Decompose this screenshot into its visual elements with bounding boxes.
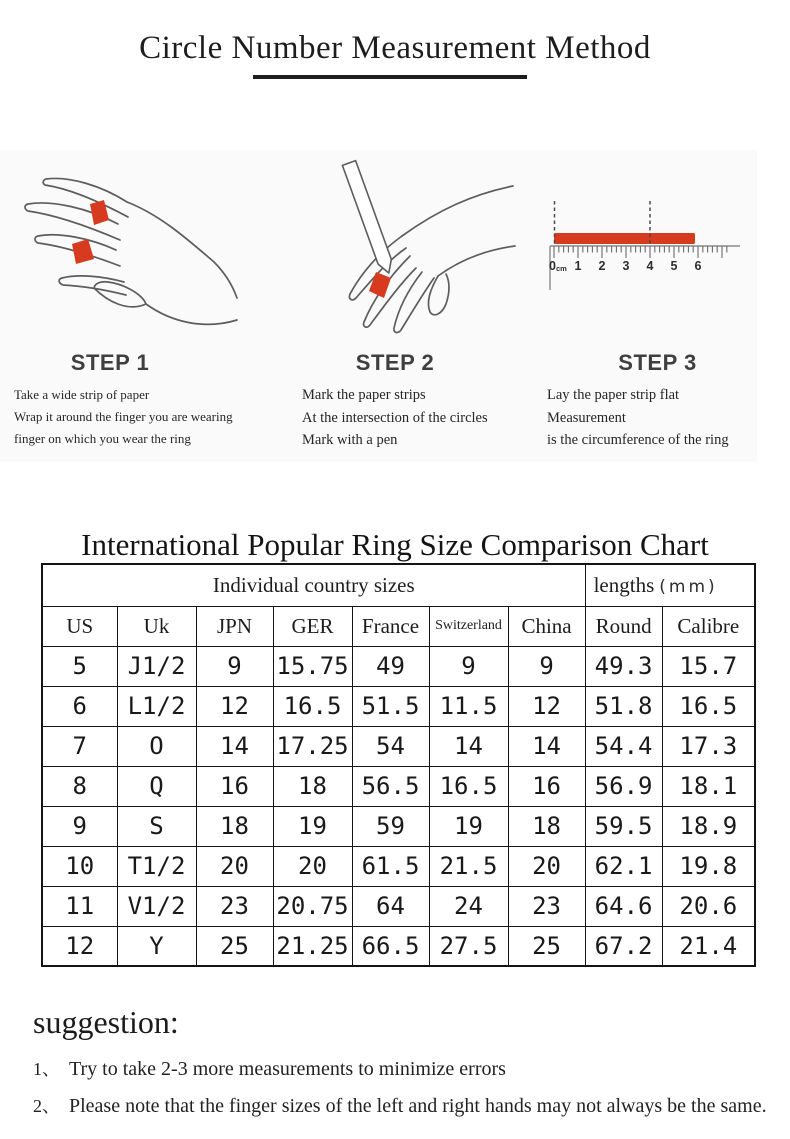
table-cell: 59 [352,806,429,846]
step-2-line-1: Mark the paper strips [302,387,426,403]
step-3-line-1: Lay the paper strip flat [547,387,680,403]
table-cell: Q [117,766,196,806]
table-cell: 66.5 [352,926,429,966]
table-cell: 20 [196,846,273,886]
table-cell: 16.5 [273,686,352,726]
title-underline [253,75,527,79]
table-cell: 18 [273,766,352,806]
table-cell: 23 [508,886,585,926]
ring-size-table [41,563,756,967]
table-cell: 12 [196,686,273,726]
step-3-description [547,384,782,452]
table-cell: T1/2 [117,846,196,886]
table-row [42,806,755,846]
table-cell: 6 [42,686,117,726]
ruler-ticks [554,246,727,258]
table-cell: 9 [196,646,273,686]
table-cell: 25 [508,926,585,966]
table-cell: O [117,726,196,766]
column-header-ger: GER [273,606,352,646]
step-2-line-3: Mark with a pen [302,432,398,448]
table-row [42,926,755,966]
column-header-calibre: Calibre [662,606,755,646]
step-3-line-2: Measurement [547,409,626,426]
step-1-description [14,384,264,450]
table-row [42,766,755,806]
svg-text:3: 3 [622,259,630,273]
table-cell: 54 [352,726,429,766]
ruler-icon [542,196,747,301]
table-cell: 18 [508,806,585,846]
table-cell: 21.25 [273,926,352,966]
table-cell: 9 [508,646,585,686]
lengths-unit: (mm) [659,576,718,597]
table-row [42,726,755,766]
table-row [42,646,755,686]
table-cell: 19.8 [662,846,755,886]
step-2-line-2: At the intersection of the circles [302,409,488,426]
table-cell: 9 [429,646,508,686]
table-cell: J1/2 [117,646,196,686]
table-cell: L1/2 [117,686,196,726]
column-header-china: China [508,606,585,646]
table-column-header-row [42,606,755,646]
table-cell: 18.9 [662,806,755,846]
table-cell: 8 [42,766,117,806]
table-cell: 17.25 [273,726,352,766]
table-cell: 15.75 [273,646,352,686]
table-cell: 27.5 [429,926,508,966]
svg-text:2: 2 [598,259,606,273]
table-cell: 24 [429,886,508,926]
page-title: Circle Number Measurement Method [139,30,651,66]
suggestion-item-2 [33,1092,778,1118]
table-cell: 49.3 [585,646,662,686]
svg-text:0cm: 0cm [549,259,567,273]
column-header-uk: Uk [117,606,196,646]
table-cell: 56.9 [585,766,662,806]
table-row [42,686,755,726]
svg-text:4: 4 [646,259,654,273]
table-cell: 21.5 [429,846,508,886]
table-cell: 12 [508,686,585,726]
step-1-line-2: Wrap it around the finger you are wearing [14,409,233,424]
suggestion-list [33,1055,778,1129]
group-header-lengths [585,564,755,606]
suggestion-item-text: Please note that the finger sizes of the left and right hands may not always be the same. [69,1095,767,1117]
table-cell: 18 [196,806,273,846]
table-cell: 61.5 [352,846,429,886]
svg-text:1: 1 [574,259,582,273]
column-header-round: Round [585,606,662,646]
table-cell: 16.5 [662,686,755,726]
step-1-line-3: finger on which you wear the ring [14,431,191,446]
table-cell: 9 [42,806,117,846]
table-cell: 19 [273,806,352,846]
table-cell: 49 [352,646,429,686]
table-cell: S [117,806,196,846]
lengths-label: lengths [593,572,655,597]
table-cell: 17.3 [662,726,755,766]
table-cell: 16 [508,766,585,806]
step-2-description [302,384,532,452]
table-cell: 64 [352,886,429,926]
suggestion-heading: suggestion: [33,1004,179,1040]
table-cell: 20 [273,846,352,886]
suggestion-item-number: 1、 [33,1059,60,1079]
svg-text:5: 5 [670,259,678,273]
table-cell: 14 [196,726,273,766]
table-cell: 20.6 [662,886,755,926]
hand-with-paper-strip-icon [6,162,244,344]
table-cell: 12 [42,926,117,966]
table-cell: V1/2 [117,886,196,926]
size-table-body [42,646,755,966]
column-header-switzerland: Switzerland [429,606,508,646]
table-row [42,886,755,926]
table-cell: 23 [196,886,273,926]
column-header-us: US [42,606,117,646]
table-cell: 11 [42,886,117,926]
table-cell: 14 [508,726,585,766]
table-cell: 18.1 [662,766,755,806]
table-cell: 20 [508,846,585,886]
table-cell: 67.2 [585,926,662,966]
step-2-label: STEP 2 [355,350,435,375]
table-cell: 10 [42,846,117,886]
table-cell: 19 [429,806,508,846]
step-1-label: STEP 1 [70,350,150,375]
table-cell: 51.8 [585,686,662,726]
table-cell: 56.5 [352,766,429,806]
table-cell: 16 [196,766,273,806]
suggestion-item-1 [33,1055,778,1081]
suggestion-item-number: 2、 [33,1096,60,1116]
table-cell: 20.75 [273,886,352,926]
measurement-steps-panel [0,150,757,462]
column-header-jpn: JPN [196,606,273,646]
table-row [42,846,755,886]
table-cell: 21.4 [662,926,755,966]
svg-text:6: 6 [694,259,702,273]
step-3-label: STEP 3 [618,350,697,375]
table-cell: 62.1 [585,846,662,886]
table-cell: 11.5 [429,686,508,726]
comparison-chart-title: International Popular Ring Size Comparison Chart [81,527,709,562]
table-cell: 14 [429,726,508,766]
table-cell: 64.6 [585,886,662,926]
table-cell: 15.7 [662,646,755,686]
table-cell: Y [117,926,196,966]
hand-marking-with-pen-icon [260,154,518,350]
group-header-country-sizes: Individual country sizes [42,564,585,606]
table-cell: 16.5 [429,766,508,806]
table-cell: 7 [42,726,117,766]
step-1-line-1: Take a wide strip of paper [14,387,150,402]
step-3-line-3: is the circumference of the ring [547,432,729,448]
ruler-numbers [549,259,702,273]
table-cell: 59.5 [585,806,662,846]
table-cell: 54.4 [585,726,662,766]
suggestion-item-text: Try to take 2-3 more measurements to minimize errors [69,1058,506,1080]
table-cell: 51.5 [352,686,429,726]
table-cell: 5 [42,646,117,686]
table-group-header-row [42,564,755,606]
column-header-france: France [352,606,429,646]
table-cell: 25 [196,926,273,966]
